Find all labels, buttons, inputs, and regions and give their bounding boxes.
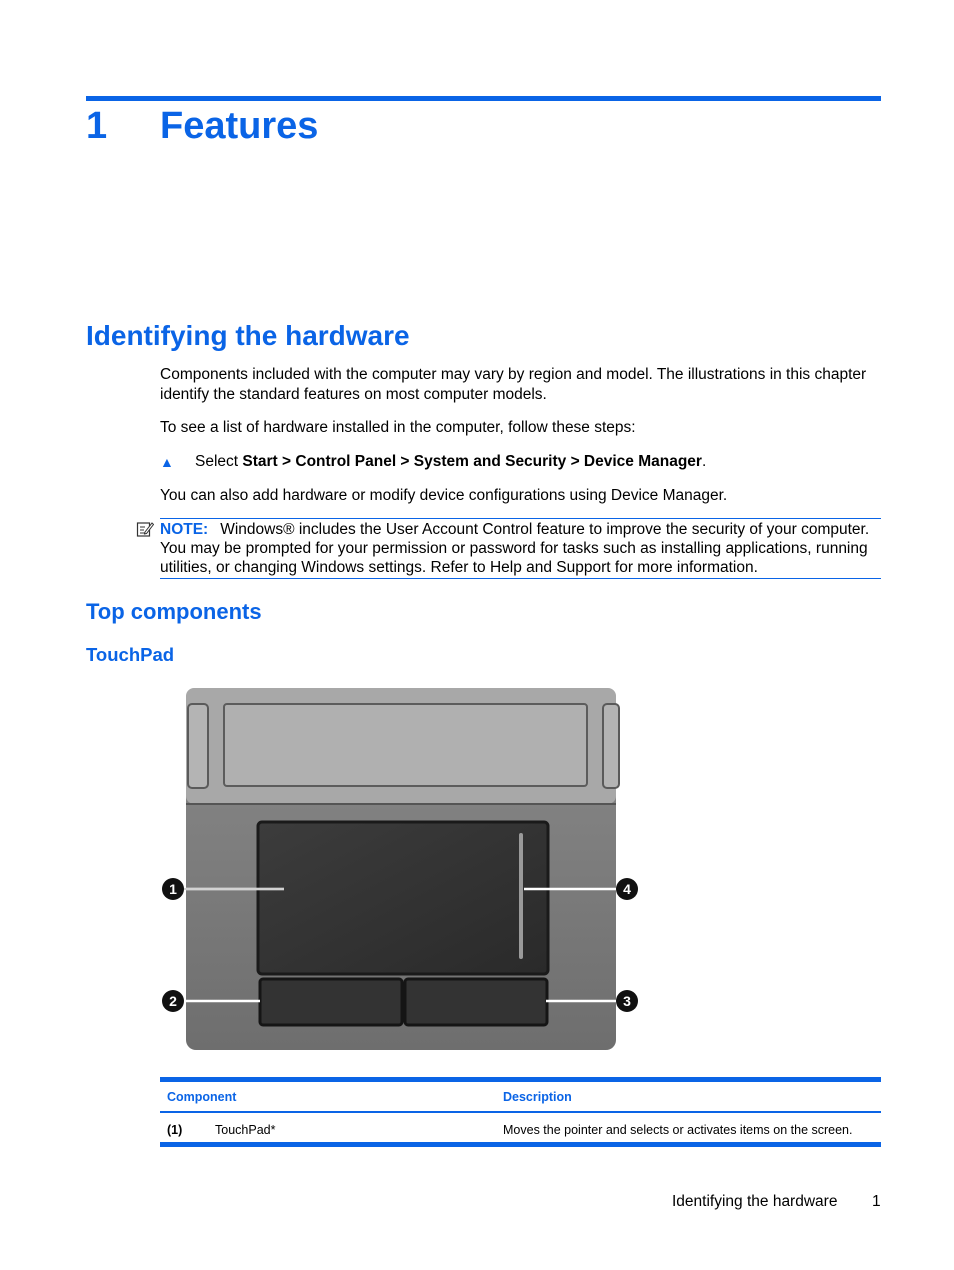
note-top-rule (160, 518, 881, 519)
section-heading: Identifying the hardware (86, 320, 410, 351)
device-manager-paragraph: You can also add hardware or modify device configurations using Device Manager. (160, 487, 728, 504)
svg-text:1: 1 (169, 881, 177, 897)
table-header-rule (160, 1111, 881, 1113)
steps-intro-paragraph: To see a list of hardware installed in the computer, follow these steps: (160, 419, 636, 436)
callout-4 (616, 878, 638, 900)
right-touchpad-button (405, 979, 547, 1025)
step-suffix: . (701, 453, 707, 470)
table-header-description: Description (503, 1090, 572, 1104)
step-prefix: Select (195, 453, 243, 470)
table-bottom-rule (160, 1142, 881, 1147)
subsubsection-heading: TouchPad (86, 644, 175, 665)
note-icon (136, 520, 154, 538)
scroll-zone (519, 833, 523, 959)
svg-text:2: 2 (169, 993, 177, 1009)
svg-text:4: 4 (623, 881, 631, 897)
triangle-bullet-icon: ▲ (160, 454, 174, 470)
page-number: 1 (872, 1193, 881, 1210)
footer-title: Identifying the hardware (672, 1193, 838, 1210)
table-row-component: TouchPad* (215, 1123, 276, 1137)
note-body (160, 520, 882, 577)
center-panel (224, 704, 587, 786)
note-label: NOTE: (160, 521, 209, 538)
step-menu-path: Start > Control Panel > System and Security > Device Manager (242, 453, 702, 470)
callout-1 (162, 878, 184, 900)
touchpad-surface (258, 822, 548, 974)
table-row-number: (1) (167, 1123, 183, 1137)
callout-2 (162, 990, 184, 1012)
chapter-title: Features (160, 105, 319, 147)
note-text: Windows® includes the User Account Control feature to improve the security of your computer. You may be prompted for your permission or password for tasks such as installing applications, running utilities, or changing Windows settings. Refer to Help and Support for more information. (160, 521, 870, 576)
left-edge-panel (188, 704, 208, 788)
note-bottom-rule (160, 578, 881, 579)
svg-text:3: 3 (623, 993, 631, 1009)
left-touchpad-button (260, 979, 402, 1025)
right-edge-panel (603, 704, 619, 788)
touchpad-illustration (160, 684, 640, 1054)
chapter-number: 1 (86, 105, 108, 147)
chapter-rule (86, 96, 881, 101)
table-top-rule (160, 1077, 881, 1082)
table-header-component: Component (167, 1090, 237, 1104)
step-text (195, 452, 706, 472)
table-row-description: Moves the pointer and selects or activates items on the screen. (503, 1123, 853, 1137)
intro-paragraph: Components included with the computer may vary by region and model. The illustrations in this chapter identify the standard features on most computer models. (160, 366, 867, 403)
callout-3 (616, 990, 638, 1012)
subsection-heading: Top components (86, 599, 262, 624)
